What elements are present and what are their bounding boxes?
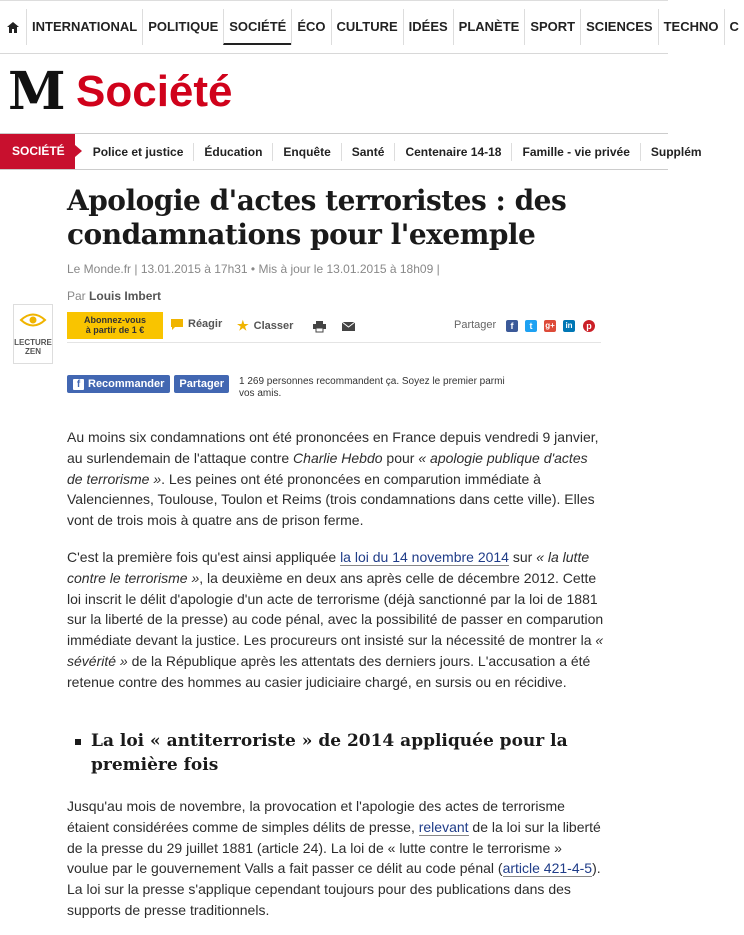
facebook-recommend-button[interactable] [67, 375, 170, 393]
nav-idees[interactable]: IDÉES [403, 9, 453, 45]
p1-italic: Charlie Hebdo [293, 449, 383, 466]
relevant-link[interactable]: relevant [418, 818, 469, 835]
google-plus-icon[interactable]: g+ [545, 321, 555, 330]
article-title: Apologie d'actes terroristes : des condamnations pour l'exemple [67, 184, 567, 251]
subnav-education[interactable]: Éducation [193, 143, 272, 161]
facebook-logo-icon: f [73, 379, 84, 390]
share-label: Partager [454, 319, 497, 331]
facebook-widget [67, 375, 229, 393]
nav-sciences[interactable]: SCIENCES [580, 9, 657, 45]
twitter-icon[interactable]: t [525, 320, 537, 332]
email-icon[interactable] [342, 322, 360, 331]
facebook-share-button[interactable]: Partager [174, 375, 229, 393]
save-button[interactable] [237, 318, 293, 334]
p2-text-3: , la deuxième en deux ans après celle de décembre 2012. Cette loi inscrit le délit d'apologie d'un acte de terrorisme (déjà sanctionné par la loi de 1881 sur la liberté de la presse) au code pénal, avec la possibilité de passer en comparution immédiate devant la justice. Les procureurs ont insisté sur la nécessité de montrer la [67, 569, 604, 649]
subscribe-button[interactable] [67, 312, 163, 339]
p3-text: Jusqu'au mois de novembre, la provocation et l'apologie des actes de terrorisme étaient considérées comme de simples délits de presse, [67, 798, 565, 835]
subnav-centenaire[interactable]: Centenaire 14-18 [394, 143, 511, 161]
section-heading: La loi « antiterroriste » de 2014 appliquée pour la première fois [75, 729, 611, 777]
nav-techno[interactable]: TECHNO [658, 9, 724, 45]
top-navigation [0, 0, 739, 54]
nav-eco[interactable]: ÉCO [291, 9, 330, 45]
subscribe-line2: à partir de 1 € [85, 325, 145, 335]
section-navigation [0, 133, 702, 170]
home-icon[interactable] [0, 15, 26, 39]
paragraph-1 [67, 427, 607, 531]
subnav-supplement[interactable]: Supplém [640, 143, 712, 161]
p1-quote: « apologie publique d'actes de terrorisme » [67, 449, 588, 487]
pinterest-icon[interactable]: p [583, 320, 595, 332]
nav-culture[interactable]: CULTURE [331, 9, 403, 45]
p1-text: Au moins six condamnations ont été prononcées en France depuis vendredi 9 janvier, au surlendemain de l'attaque contre [67, 429, 599, 466]
eye-icon [20, 311, 46, 329]
nav-more-truncated[interactable]: C [724, 9, 744, 45]
p2-text-2: sur [508, 549, 537, 565]
subnav-sante[interactable]: Santé [341, 143, 395, 161]
recommend-label: Recommander [88, 378, 165, 390]
save-label: Classer [253, 320, 294, 332]
react-label: Réagir [188, 318, 223, 330]
react-button[interactable] [171, 318, 222, 330]
top-nav-list [26, 9, 744, 45]
p2-text-4: de la République après les attentats des derniers jours. L'accusation a été retenue contre des hommes au casier judiciaire chargé, en sursis ou en récidive. [67, 652, 591, 690]
linkedin-icon[interactable]: in [563, 320, 575, 332]
author-name[interactable]: Louis Imbert [89, 289, 162, 303]
lecture-zen-button[interactable] [13, 304, 53, 364]
le-monde-logo[interactable]: M [8, 61, 62, 122]
zen-label-1: LECTURE [14, 338, 52, 347]
facebook-icon[interactable]: f [506, 320, 518, 332]
comment-icon [171, 319, 183, 330]
p2-text: C'est la première fois qu'est ainsi appliquée [67, 549, 341, 565]
section-title[interactable]: Société [76, 67, 233, 116]
subnav-enquete[interactable]: Enquête [272, 143, 340, 161]
star-icon: ★ [237, 318, 249, 333]
nav-planete[interactable]: PLANÈTE [453, 9, 525, 45]
article-byline [67, 289, 161, 303]
law-link[interactable]: la loi du 14 novembre 2014 [340, 549, 509, 565]
article-toolbar [67, 312, 601, 343]
nav-politique[interactable]: POLITIQUE [142, 9, 223, 45]
zen-label-2: ZEN [25, 347, 41, 356]
p3-text-3: ). La loi sur la presse s'applique cependant toujours pour des publications dans des supports de presse traditionnels. [67, 860, 601, 918]
subnav-police-justice[interactable]: Police et justice [92, 144, 184, 159]
masthead [8, 61, 233, 122]
subscribe-line1: Abonnez-vous [84, 315, 146, 325]
subnav-famille[interactable]: Famille - vie privée [511, 143, 639, 161]
paragraph-3 [67, 796, 607, 921]
author-prefix: Par [67, 289, 86, 303]
nav-societe[interactable]: SOCIÉTÉ [223, 9, 291, 45]
nav-international[interactable]: INTERNATIONAL [26, 9, 142, 45]
p2-quote-2: « sévérité » [67, 632, 604, 669]
print-icon[interactable] [313, 321, 331, 332]
article-link[interactable]: article 421-4-5 [502, 860, 593, 877]
paragraph-2 [67, 547, 607, 693]
article-meta: Le Monde.fr | 13.01.2015 à 17h31 • Mis à jour le 13.01.2015 à 18h09 | [67, 262, 440, 276]
facebook-count-text: 1 269 personnes recommandent ça. Soyez le premier parmi vos amis. [239, 376, 505, 399]
p1-text-3: . Les peines ont été prononcées en comparution immédiate à Valenciennes, Toulouse, Toulon et Reims (trois condamnations dans cette ville). Elles vont de trois mois à quatre ans de prison ferme. [67, 470, 595, 529]
nav-sport[interactable]: SPORT [524, 9, 580, 45]
p3-text-2: de la loi sur la liberté de la presse du 29 juillet 1881 (article 24). La loi de « lutte contre le terrorisme » voulue par le gouvernement Valls a fait passer ce délit au code pénal ( [67, 818, 601, 877]
p1-text-2: pour [382, 449, 419, 466]
p2-quote: « la lutte contre le terrorisme » [67, 549, 590, 586]
section-current-tab[interactable]: SOCIÉTÉ [0, 134, 75, 169]
